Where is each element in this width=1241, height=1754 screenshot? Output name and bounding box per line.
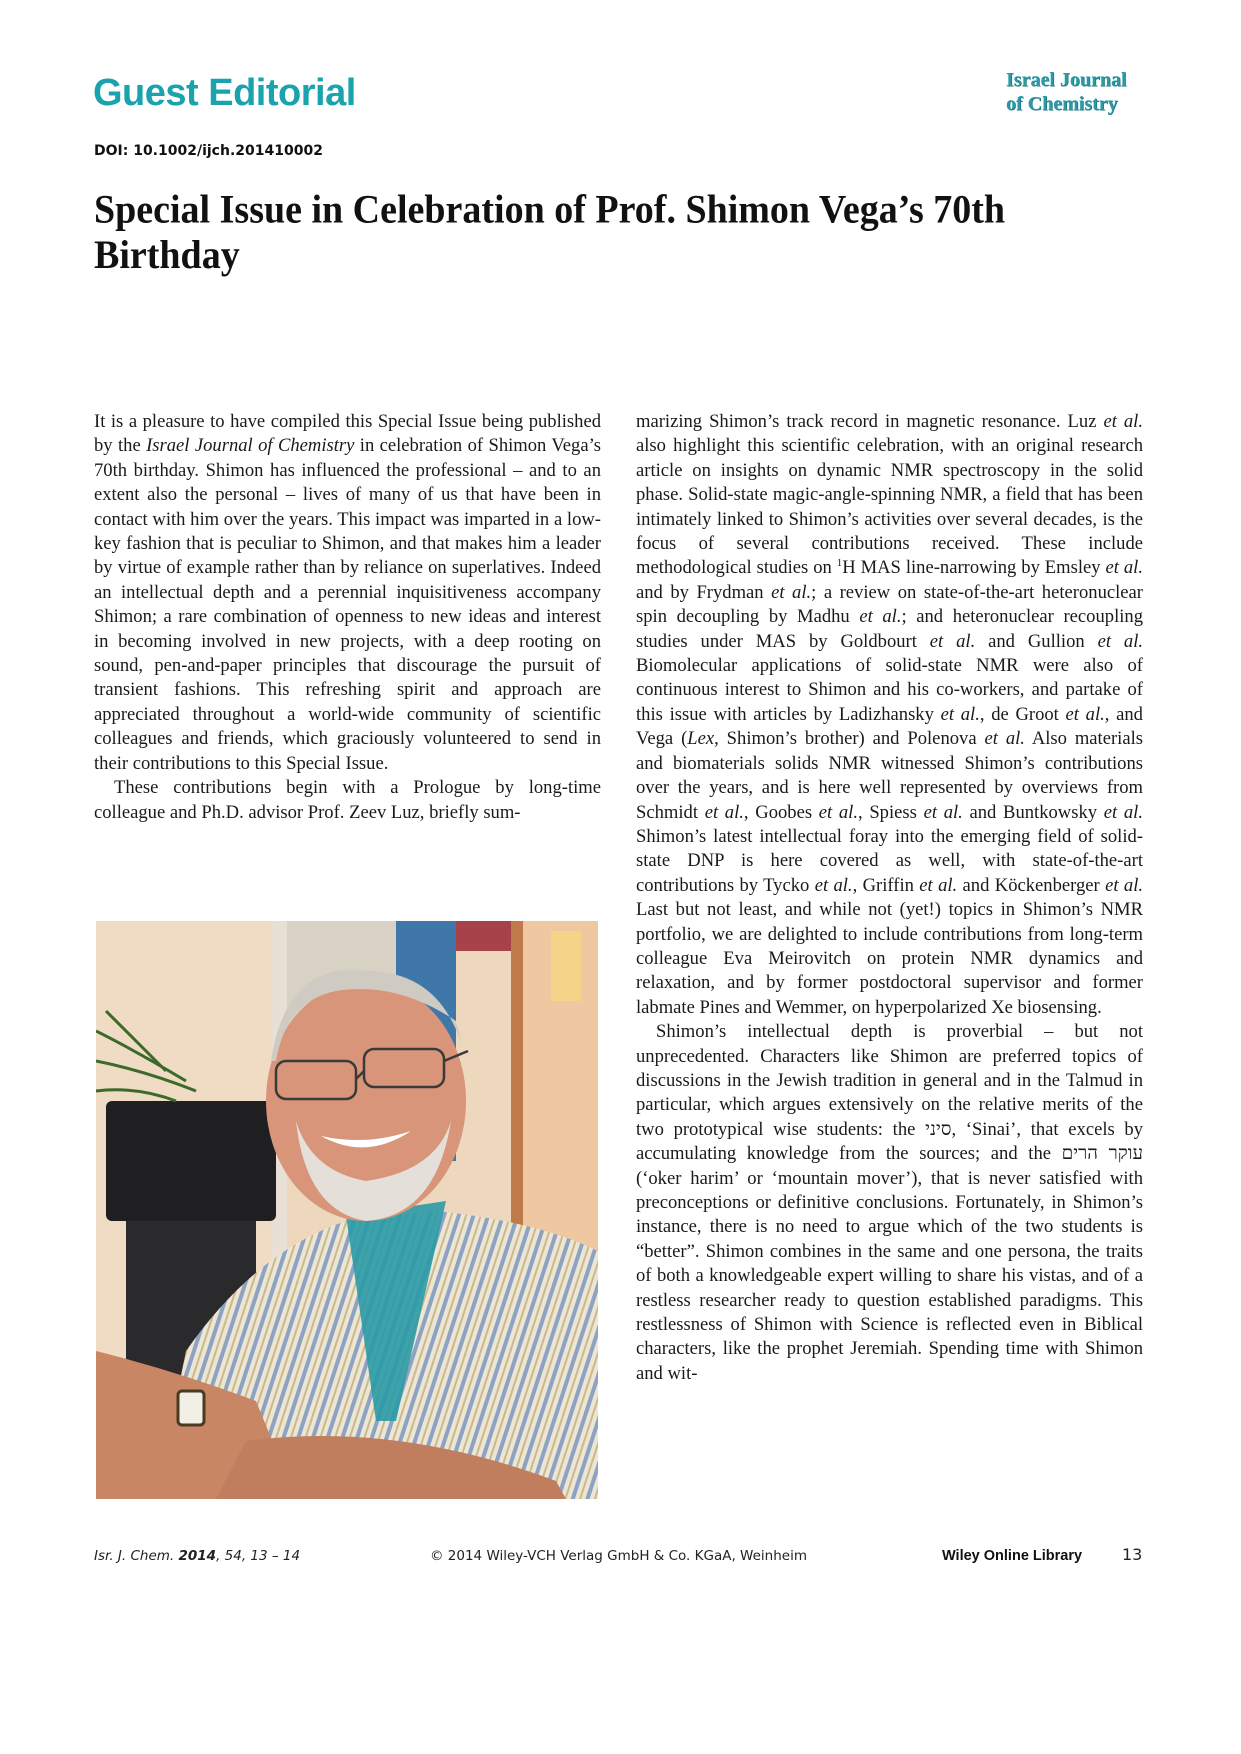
superscript-1: 1 bbox=[836, 557, 843, 570]
left-column bbox=[94, 410, 601, 825]
doi-link[interactable]: DOI: 10.1002/ijch.201410002 bbox=[94, 143, 323, 159]
paragraph-summary: marizing Shimon’s track record in magnetic resonance. Luz et al. also highlight this scientific celebration, with an original research article on insights on dynamic NMR spectroscopy in the solid phase. Solid-state magic-angle-spinning NMR, a field that has been intimately linked to Shimon’s activities over several decades, is the focus of several contributions received. These include methodological studies on $^1$H MAS line-narrowing by Emsley et al. and by Frydman et al.; a review on state-of-the-art heteronuclear spin decoupling by Madhu et al.; and heteronuclear recoupling studies under MAS by Goldbourt et al. and Gullion et al. Biomolecular applications of solid-state NMR were also of continuous interest to Shimon and his co-workers, and partake of this issue with articles by Ladizhansky et al., de Groot et al., and Vega (Lex, Shimon’s brother) and Polenova et al. Also materials and biomaterials solids NMR witnessed Shimon’s contributions over the years, and is here well represented by overviews from Schmidt et al., Goobes et al., Spiess et al. and Buntkowsky et al. Shimon’s latest intellectual foray into the emerging field of solid-state DNP is here covered as well, with state-of-the-art contributions by Tycko et al., Griffin et al. and Köckenberger et al. Last but not least, and while not (yet!) topics in Shimon’s NMR portfolio, we are delighted to include contributions from long-term colleague Eva Meirovitch on protein NMR dynamics and relaxation, and by former postdoctoral supervisor and former labmate Pines and Wemmer, on hyperpolarized Xe biosensing. bbox=[636, 411, 1144, 1018]
journal-name-italic: Israel Journal of Chemistry bbox=[146, 435, 355, 457]
page-number: 13 bbox=[1122, 1545, 1143, 1564]
footer-citation: Isr. J. Chem. 2014, 54, 13 – 14 bbox=[94, 1548, 301, 1564]
section-label: Guest Editorial bbox=[93, 72, 356, 114]
right-column bbox=[636, 410, 1143, 1386]
hebrew-sinai: סיני bbox=[925, 1118, 952, 1140]
journal-logo bbox=[1006, 68, 1156, 116]
footer-copyright: © 2014 Wiley-VCH Verlag GmbH & Co. KGaA, Weinheim bbox=[430, 1548, 807, 1564]
journal-name-line1: Israel Journal bbox=[1006, 69, 1127, 91]
portrait-photo-illustration bbox=[96, 921, 598, 1499]
journal-name-line2: of Chemistry bbox=[1006, 93, 1118, 115]
paragraph-contributions: These contributions begin with a Prologue by long-time colleague and Ph.D. advisor Prof. Zeev Luz, briefly sum- bbox=[94, 777, 601, 823]
hebrew-oker-harim: עוקר הרים bbox=[1061, 1143, 1143, 1165]
article-title: Special Issue in Celebration of Prof. Shimon Vega’s 70th Birthday bbox=[94, 188, 1006, 278]
paragraph-intro: It is a pleasure to have compiled this Special Issue being published by the Israel Journal of Chemistry in celebration of Shimon Vega’s 70th birthday. Shimon has influenced the professional – and to an extent also the personal – lives of many of us that have been in contact with him over the years. This impact was imparted in a low-key fashion that is peculiar to Shimon, and that makes him a leader by virtue of example rather than by reliance on superlatives. Indeed an intellectual depth and a perennial inquisitiveness accompany Shimon; a rare combination of openness to new ideas and interest in becoming involved in new projects, with a deep rooting on sound, pen-and-paper principles that discourage the pursuit of transient fashions. This refreshing spirit and approach are appreciated throughout a world-wide community of scientific colleagues and friends, which graciously volunteered to send in their contributions to this Special Issue. bbox=[94, 411, 601, 774]
paragraph-talmud: Shimon’s intellectual depth is proverbial – but not unprecedented. Characters like Shimon are preferred topics of discussions in the Jewish tradition in general and in the Talmud in particular, which argues extensively on the relative merits of the two prototypical wise students: the סיני, ‘Sinai’, that excels by accumulating knowledge from the sources; and the עוקר הרים (‘oker harim’ or ‘mountain mover’), that is never satisfied with preconceptions or definitive conclusions. Fortunately, in Shimon’s instance, there is no need to argue which of the two students is “better”. Shimon combines in the same and one persona, the traits of both a knowledgeable expert willing to share his vistas, and of a restless researcher ready to question established paradigms. This restlessness of Shimon with Science is reflected even in Biblical characters, like the prophet Jeremiah. Spending time with Shimon and wit- bbox=[636, 1021, 1143, 1384]
wiley-online-library-link[interactable]: Wiley Online Library bbox=[942, 1548, 1083, 1564]
portrait-photo bbox=[96, 921, 598, 1499]
